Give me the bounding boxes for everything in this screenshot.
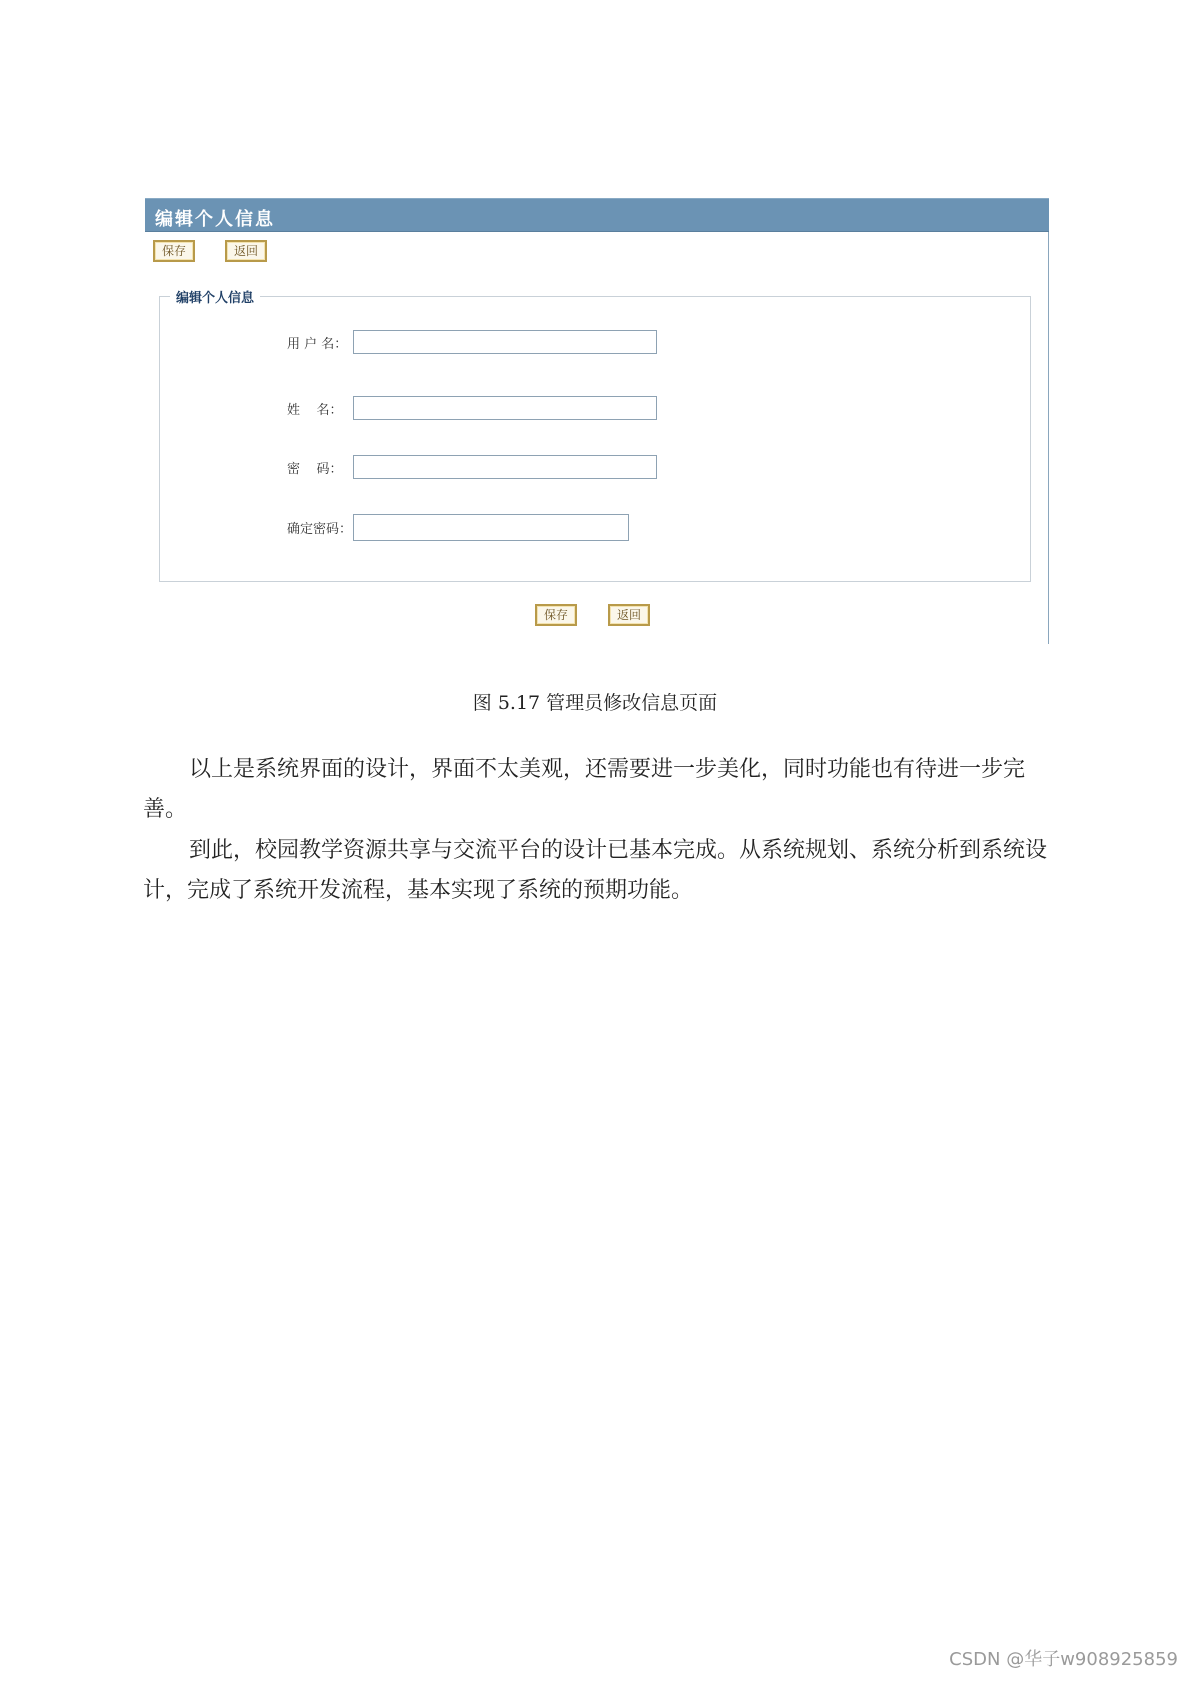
watermark: CSDN @华子w908925859 (949, 1649, 1178, 1670)
paragraph: 到此，校园教学资源共享与交流平台的设计已基本完成。从系统规划、系统分析到系统设计，完成了系统开发流程，基本实现了系统的预期功能。 (143, 838, 1048, 903)
password-input[interactable] (353, 455, 657, 479)
bottom-back-button[interactable]: 返回 (608, 604, 650, 626)
edit-profile-panel (145, 198, 1049, 644)
top-save-button[interactable]: 保存 (153, 240, 195, 262)
name-label: 姓 名： (287, 403, 343, 418)
top-back-button[interactable]: 返回 (225, 240, 267, 262)
name-input[interactable] (353, 396, 657, 420)
username-label: 用 户 名： (287, 337, 348, 352)
paragraph: 以上是系统界面的设计，界面不太美观，还需要进一步美化，同时功能也有待进一步完善。 (143, 757, 1026, 822)
panel-border (1048, 198, 1049, 644)
panel-header (145, 198, 1049, 232)
username-input[interactable] (353, 330, 657, 354)
fieldset-legend: 编辑个人信息 (170, 287, 260, 306)
confirm-password-label: 确定密码： (287, 522, 353, 537)
panel-title: 编辑个人信息 (155, 209, 275, 230)
password-label: 密 码： (287, 462, 343, 477)
confirm-password-input[interactable] (353, 514, 629, 541)
figure-caption: 图 5.17 管理员修改信息页面 (472, 692, 718, 714)
bottom-save-button[interactable]: 保存 (535, 604, 577, 626)
